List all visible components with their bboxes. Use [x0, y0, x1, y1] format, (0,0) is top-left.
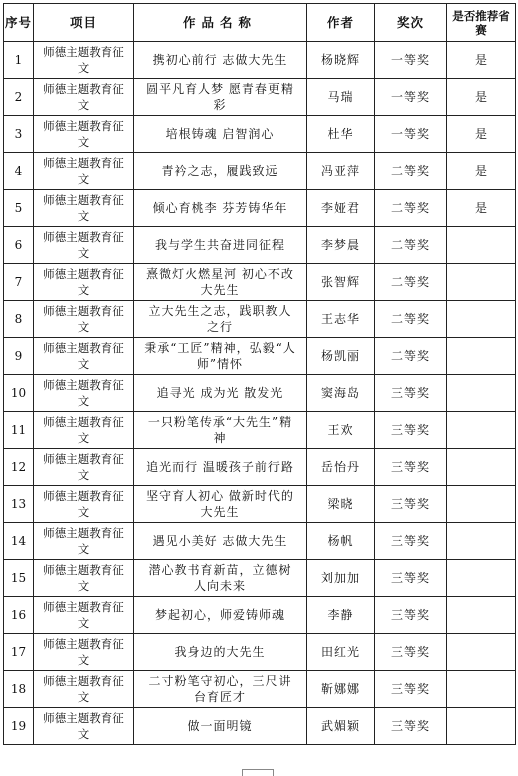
cell-award: 二等奖 — [375, 227, 447, 264]
header-title: 作品名称 — [134, 4, 307, 42]
cell-title: 培根铸魂 启智润心 — [134, 116, 307, 153]
cell-project: 师德主题教育征文 — [34, 338, 134, 375]
cell-author: 梁晓 — [307, 486, 375, 523]
table-row — [4, 264, 516, 301]
cell-award: 二等奖 — [375, 301, 447, 338]
cell-recommend — [447, 264, 516, 301]
cell-author: 王志华 — [307, 301, 375, 338]
cell-project: 师德主题教育征文 — [34, 486, 134, 523]
cell-author: 田红光 — [307, 634, 375, 671]
cell-project: 师德主题教育征文 — [34, 264, 134, 301]
cell-title: 潜心教书育新苗，立德树人向未来 — [134, 560, 307, 597]
cell-award: 三等奖 — [375, 671, 447, 708]
cell-author: 杜华 — [307, 116, 375, 153]
table-row — [4, 671, 516, 708]
table-body — [4, 42, 516, 745]
cell-author: 杨晓辉 — [307, 42, 375, 79]
table-row — [4, 634, 516, 671]
cell-title: 追光而行 温暖孩子前行路 — [134, 449, 307, 486]
header-award: 奖次 — [375, 4, 447, 42]
cell-author: 李梦晨 — [307, 227, 375, 264]
cell-author: 窦海岛 — [307, 375, 375, 412]
cell-project: 师德主题教育征文 — [34, 523, 134, 560]
cell-project: 师德主题教育征文 — [34, 153, 134, 190]
cell-author: 岳怡丹 — [307, 449, 375, 486]
cell-project: 师德主题教育征文 — [34, 190, 134, 227]
cell-award: 一等奖 — [375, 116, 447, 153]
table-row — [4, 116, 516, 153]
table-header — [4, 4, 516, 42]
cell-title: 做一面明镜 — [134, 708, 307, 745]
cell-project: 师德主题教育征文 — [34, 671, 134, 708]
cell-recommend — [447, 412, 516, 449]
cell-recommend: 是 — [447, 153, 516, 190]
table-row — [4, 597, 516, 634]
cell-no: 4 — [4, 153, 34, 190]
cell-award: 一等奖 — [375, 42, 447, 79]
cell-award: 三等奖 — [375, 412, 447, 449]
cell-project: 师德主题教育征文 — [34, 597, 134, 634]
table-row — [4, 560, 516, 597]
cell-no: 6 — [4, 227, 34, 264]
cell-project: 师德主题教育征文 — [34, 560, 134, 597]
cell-no: 16 — [4, 597, 34, 634]
table-row — [4, 190, 516, 227]
cell-recommend — [447, 708, 516, 745]
table-row — [4, 486, 516, 523]
cell-author: 刘加加 — [307, 560, 375, 597]
cell-author: 马瑞 — [307, 79, 375, 116]
table-row — [4, 338, 516, 375]
cell-recommend: 是 — [447, 190, 516, 227]
cell-no: 18 — [4, 671, 34, 708]
cell-project: 师德主题教育征文 — [34, 301, 134, 338]
cell-no: 17 — [4, 634, 34, 671]
cell-author: 杨帆 — [307, 523, 375, 560]
cell-no: 1 — [4, 42, 34, 79]
cell-title: 坚守育人初心 做新时代的大先生 — [134, 486, 307, 523]
cell-project: 师德主题教育征文 — [34, 449, 134, 486]
table-row — [4, 708, 516, 745]
table-row — [4, 523, 516, 560]
table-row — [4, 153, 516, 190]
cell-author: 李静 — [307, 597, 375, 634]
header-no: 序号 — [4, 4, 34, 42]
cell-title: 熹微灯火燃星河 初心不改大先生 — [134, 264, 307, 301]
cell-award: 三等奖 — [375, 597, 447, 634]
cell-project: 师德主题教育征文 — [34, 79, 134, 116]
cell-award: 二等奖 — [375, 264, 447, 301]
cell-project: 师德主题教育征文 — [34, 42, 134, 79]
cell-author: 王欢 — [307, 412, 375, 449]
table-row — [4, 79, 516, 116]
cell-award: 一等奖 — [375, 79, 447, 116]
table-row — [4, 42, 516, 79]
cell-title: 立大先生之志，践职教人之行 — [134, 301, 307, 338]
cell-no: 14 — [4, 523, 34, 560]
cell-recommend: 是 — [447, 42, 516, 79]
cell-recommend — [447, 375, 516, 412]
cell-recommend: 是 — [447, 79, 516, 116]
cell-title: 一只粉笔传承“大先生”精神 — [134, 412, 307, 449]
table-row — [4, 375, 516, 412]
cell-no: 15 — [4, 560, 34, 597]
cell-no: 8 — [4, 301, 34, 338]
cell-no: 12 — [4, 449, 34, 486]
cell-award: 三等奖 — [375, 523, 447, 560]
cell-recommend — [447, 597, 516, 634]
cell-recommend: 是 — [447, 116, 516, 153]
cell-recommend — [447, 560, 516, 597]
cell-title: 遇见小美好 志做大先生 — [134, 523, 307, 560]
cell-project: 师德主题教育征文 — [34, 116, 134, 153]
cell-recommend — [447, 671, 516, 708]
cell-award: 三等奖 — [375, 708, 447, 745]
cell-author: 冯亚萍 — [307, 153, 375, 190]
cell-project: 师德主题教育征文 — [34, 634, 134, 671]
cell-recommend — [447, 634, 516, 671]
cell-award: 二等奖 — [375, 153, 447, 190]
cell-no: 2 — [4, 79, 34, 116]
cell-title: 我与学生共奋进同征程 — [134, 227, 307, 264]
header-author: 作者 — [307, 4, 375, 42]
cell-project: 师德主题教育征文 — [34, 375, 134, 412]
cell-title: 携初心前行 志做大先生 — [134, 42, 307, 79]
cell-award: 二等奖 — [375, 190, 447, 227]
cell-no: 11 — [4, 412, 34, 449]
cell-author: 李娅君 — [307, 190, 375, 227]
table-row — [4, 227, 516, 264]
award-table — [3, 3, 516, 745]
cell-recommend — [447, 523, 516, 560]
cell-award: 二等奖 — [375, 338, 447, 375]
cell-project: 师德主题教育征文 — [34, 708, 134, 745]
cell-title: 二寸粉笔守初心，三尺讲台育匠才 — [134, 671, 307, 708]
cell-award: 三等奖 — [375, 634, 447, 671]
header-row — [4, 4, 516, 42]
cell-no: 19 — [4, 708, 34, 745]
cell-title: 追寻光 成为光 散发光 — [134, 375, 307, 412]
cell-project: 师德主题教育征文 — [34, 412, 134, 449]
cell-award: 三等奖 — [375, 449, 447, 486]
cell-recommend — [447, 486, 516, 523]
cell-project: 师德主题教育征文 — [34, 227, 134, 264]
header-project: 项目 — [34, 4, 134, 42]
table-row — [4, 449, 516, 486]
table-row — [4, 301, 516, 338]
cell-title: 秉承“工匠”精神，弘毅“人师”情怀 — [134, 338, 307, 375]
cell-no: 9 — [4, 338, 34, 375]
cell-title: 我身边的大先生 — [134, 634, 307, 671]
cell-no: 5 — [4, 190, 34, 227]
cell-award: 三等奖 — [375, 560, 447, 597]
cell-no: 3 — [4, 116, 34, 153]
cell-award: 三等奖 — [375, 486, 447, 523]
cell-title: 青衿之志，履践致远 — [134, 153, 307, 190]
header-recommend: 是否推荐省赛 — [447, 4, 516, 42]
cell-award: 三等奖 — [375, 375, 447, 412]
cell-title: 倾心育桃李 芬芳铸华年 — [134, 190, 307, 227]
table-row — [4, 412, 516, 449]
cell-recommend — [447, 449, 516, 486]
cell-author: 靳娜娜 — [307, 671, 375, 708]
cell-recommend — [447, 338, 516, 375]
cell-title: 梦起初心，师爱铸师魂 — [134, 597, 307, 634]
cell-title: 圆平凡育人梦 愿青春更精彩 — [134, 79, 307, 116]
cell-no: 13 — [4, 486, 34, 523]
cell-recommend — [447, 301, 516, 338]
cell-author: 武媚颖 — [307, 708, 375, 745]
cell-author: 张智辉 — [307, 264, 375, 301]
cell-author: 杨凯丽 — [307, 338, 375, 375]
cell-no: 7 — [4, 264, 34, 301]
cell-no: 10 — [4, 375, 34, 412]
cell-recommend — [447, 227, 516, 264]
